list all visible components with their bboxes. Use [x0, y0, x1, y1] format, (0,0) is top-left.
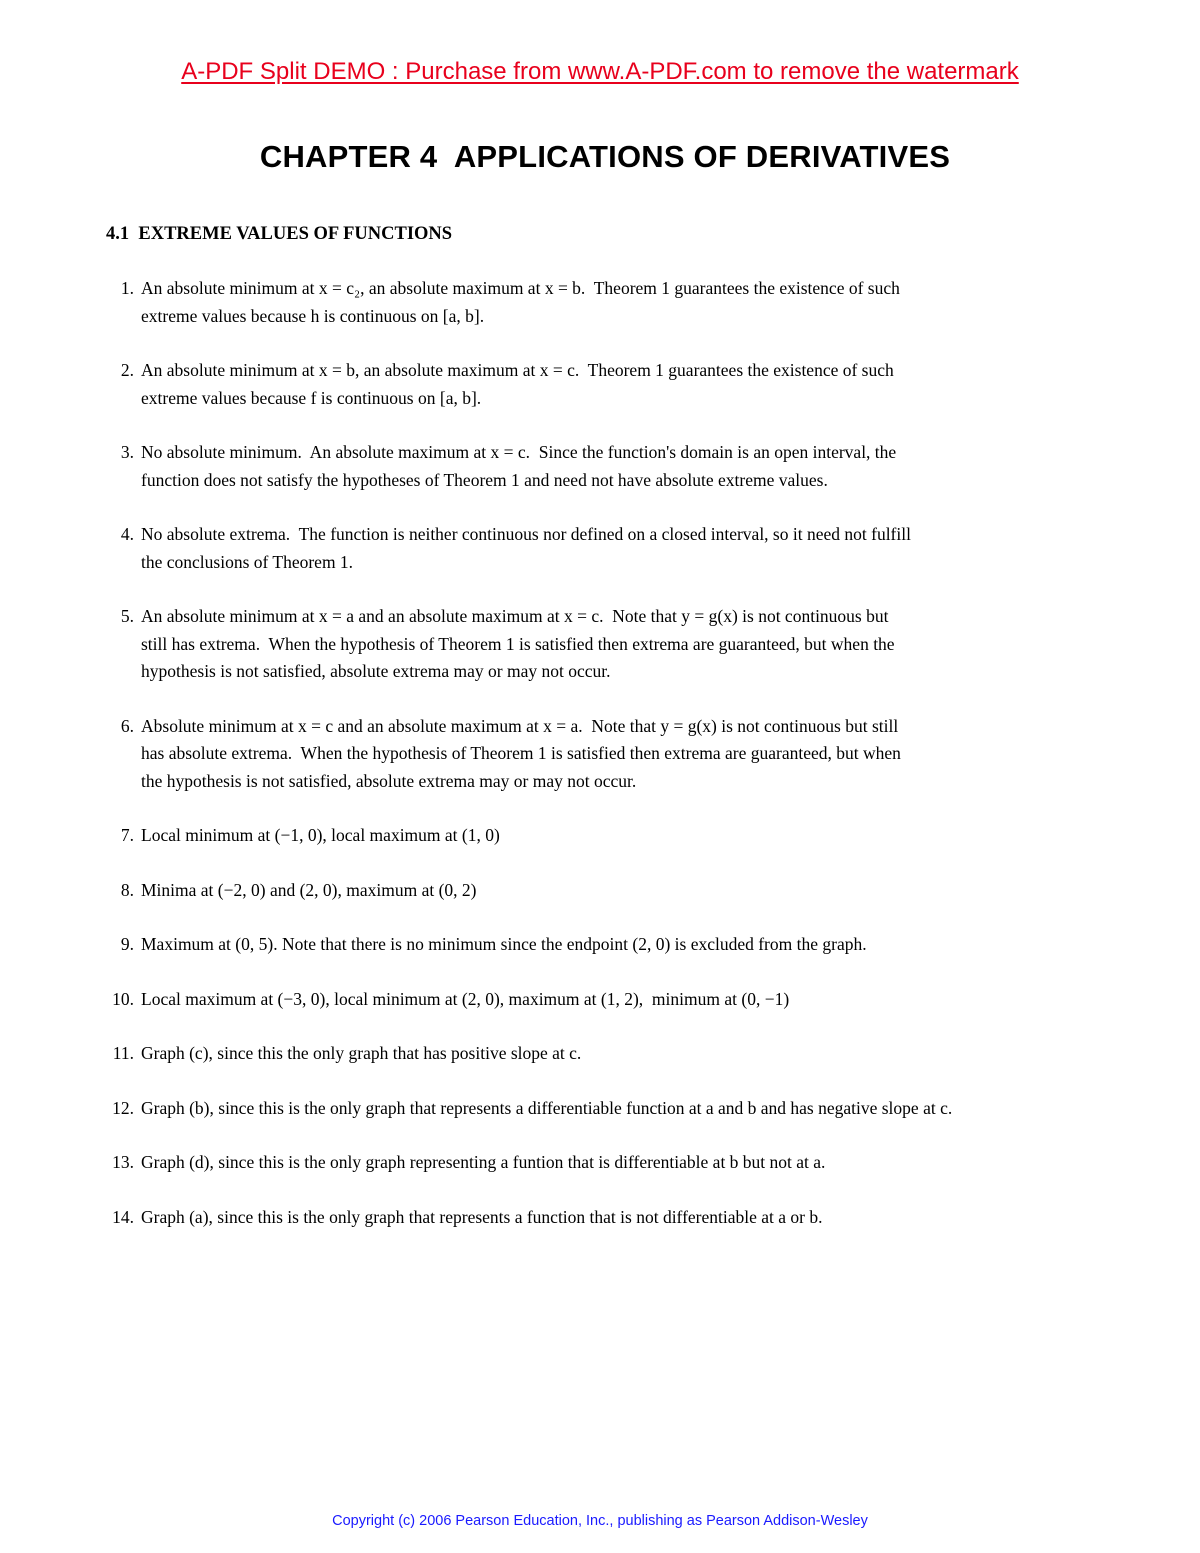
answer-text-line: the hypothesis is not satisfied, absolute extrema may or may not occur. [141, 770, 637, 791]
answer-text-line: Maximum at (0, 5). Note that there is no minimum since the endpoint (2, 0) is excluded from the graph. [141, 934, 867, 954]
answer-text-line: An absolute minimum at x = c₂, an absolute maximum at x = b. Theorem 1 guarantees the existence of such [141, 278, 900, 298]
answer-text-line: Graph (d), since this is the only graph representing a funtion that is differentiable at b but not at a. [141, 1152, 826, 1172]
answer-text-line: Minima at (−2, 0) and (2, 0), maximum at (0, 2) [141, 879, 477, 900]
answer-number: 6. [120, 715, 134, 736]
answer-text-line: Graph (c), since this the only graph that has positive slope at c. [141, 1043, 582, 1063]
answer-number: 8. [120, 879, 134, 900]
answer-text-line: No absolute extrema. The function is neither continuous nor defined on a closed interval, so it need not fulfill [141, 524, 911, 544]
section-title: 4.1 EXTREME VALUES OF FUNCTIONS [106, 224, 453, 244]
chapter-title: CHAPTER 4 APPLICATIONS OF DERIVATIVES [259, 139, 951, 174]
answer-number: 13. [112, 1152, 134, 1172]
answer-number: 11. [112, 1043, 134, 1063]
answer-text-line: extreme values because h is continuous on [a, b]. [141, 305, 485, 326]
answer-number: 12. [112, 1097, 134, 1118]
copyright-footer: Copyright (c) 2006 Pearson Education, Inc., publishing as Pearson Addison-Wesley [332, 1513, 868, 1529]
answer-text-line: still has extrema. When the hypothesis of Theorem 1 is satisfied then extrema are guaranteed, but when the [141, 633, 895, 654]
answer-text-line: No absolute minimum. An absolute maximum at x = c. Since the function's domain is an open interval, the [141, 442, 897, 462]
answer-number: 2. [120, 360, 134, 380]
watermark-banner: A-PDF Split DEMO : Purchase from www.A-PDF.com to remove the watermark [181, 58, 1019, 85]
answer-text-line: hypothesis is not satisfied, absolute extrema may or may not occur. [141, 661, 611, 681]
answer-number: 9. [120, 934, 134, 954]
answer-text-line: has absolute extrema. When the hypothesis of Theorem 1 is satisfied then extrema are guaranteed, but when [141, 743, 901, 763]
answer-text-line: Local maximum at (−3, 0), local minimum at (2, 0), maximum at (1, 2), minimum at (0, −1) [141, 988, 790, 1009]
answer-text-line: An absolute minimum at x = b, an absolute maximum at x = c. Theorem 1 guarantees the existence of such [141, 360, 894, 380]
answer-number: 3. [120, 442, 134, 462]
answer-number: 14. [112, 1206, 134, 1227]
answer-text-line: function does not satisfy the hypotheses of Theorem 1 and need not have absolute extreme values. [141, 469, 828, 490]
answer-text-line: Absolute minimum at x = c and an absolute maximum at x = a. Note that y = g(x) is not continuous but still [141, 715, 899, 736]
answer-number: 10. [112, 988, 134, 1009]
answer-text-line: Graph (b), since this is the only graph that represents a differentiable function at a and b and has negative slope at c. [141, 1097, 953, 1118]
answer-number: 4. [120, 524, 134, 544]
answer-number: 1. [120, 278, 134, 298]
answer-number: 7. [120, 825, 134, 845]
answer-text-line: An absolute minimum at x = a and an absolute maximum at x = c. Note that y = g(x) is not continuous but [141, 606, 889, 626]
answer-number: 5. [120, 606, 134, 626]
answer-text-line: the conclusions of Theorem 1. [141, 551, 354, 572]
answer-text-line: Local minimum at (−1, 0), local maximum at (1, 0) [141, 825, 500, 845]
answer-text-line: Graph (a), since this is the only graph that represents a function that is not differentiable at a or b. [141, 1206, 823, 1227]
answer-text-line: extreme values because f is continuous on [a, b]. [141, 387, 482, 408]
